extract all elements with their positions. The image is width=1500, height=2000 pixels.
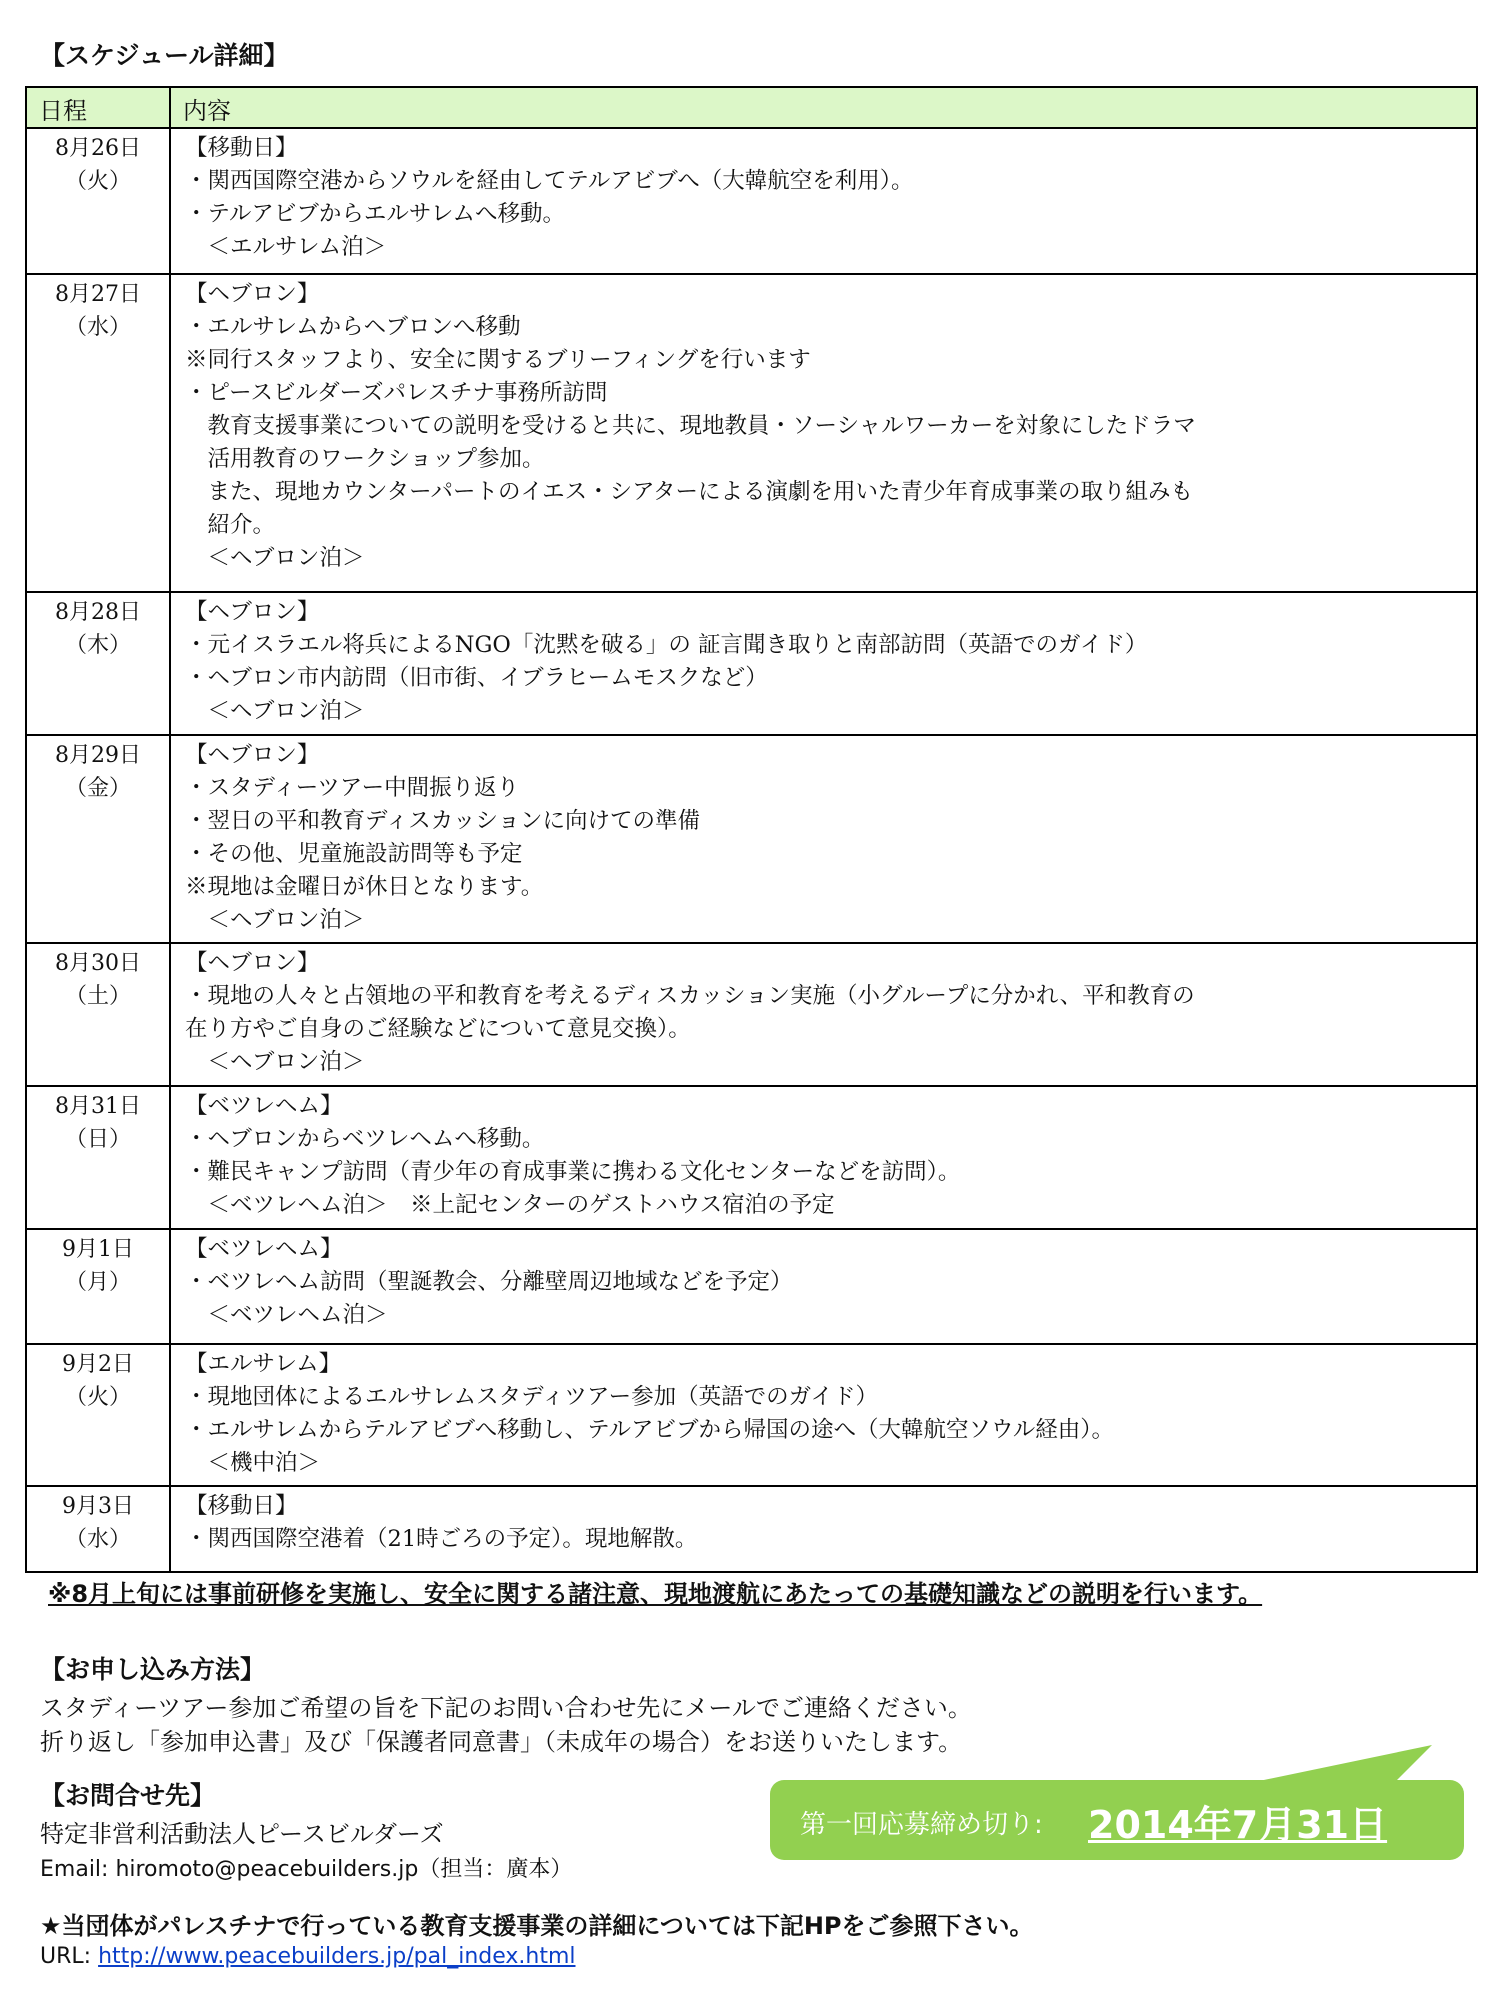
pre-training-note: ※8月上旬には事前研修を実施し、安全に関する諸注意、現地渡航にあたっての基礎知識などの説明を行います。 [48,1580,1263,1608]
schedule-content-line: ・ヘブロンからベツレヘムへ移動。 [185,1126,545,1152]
schedule-content-line: ・エルサレムからヘブロンへ移動 [185,314,521,340]
contact-heading: 【お問合せ先】 [40,1781,216,1810]
schedule-row [26,735,1477,943]
schedule-date: 8月31日 [55,1094,141,1119]
schedule-row [26,1486,1477,1572]
schedule-content-cell [170,943,1477,1086]
schedule-date-cell [26,128,170,274]
schedule-date-cell [26,1086,170,1229]
hp-link[interactable]: http://www.peacebuilders.jp/pal_index.html [98,1944,576,1969]
apply-heading: 【お申し込み方法】 [40,1655,266,1684]
contact-org: 特定非営利活動法人ピースビルダーズ [40,1820,444,1848]
schedule-row [26,592,1477,735]
schedule-content-line: 【ベツレヘム】 [185,1236,343,1262]
schedule-content-line: ＜ヘブロン泊＞ [185,545,365,571]
schedule-weekday: （水） [64,315,131,340]
schedule-content-line: ・ベツレヘム訪問（聖誕教会、分離壁周辺地域などを予定） [185,1269,793,1295]
section-title: 【スケジュール詳細】 [40,41,289,70]
schedule-date-cell [26,943,170,1086]
schedule-weekday: （土） [64,984,131,1009]
schedule-content-line: ・関西国際空港からソウルを経由してテルアビブへ（大韓航空を利用）。 [185,168,914,194]
schedule-content-cell [170,735,1477,943]
schedule-weekday: （火） [64,1385,131,1410]
schedule-date-cell [26,735,170,943]
schedule-content-line: 紹介。 [185,512,276,538]
table-header-row [26,87,1477,128]
schedule-table [25,86,1478,1573]
contact-email: Email: hiromoto@peacebuilders.jp（担当：廣本） [40,1857,573,1882]
schedule-date-cell [26,1229,170,1344]
schedule-content-line: ＜エルサレム泊＞ [185,234,387,260]
schedule-content-line: 【ヘブロン】 [185,742,320,768]
schedule-content-line: ＜ヘブロン泊＞ [185,698,365,724]
schedule-date: 8月26日 [55,136,141,161]
schedule-content-line: 在り方やご自身のご経験などについて意見交換）。 [185,1016,691,1042]
apply-line-2: 折り返し「参加申込書」及び「保護者同意書」（未成年の場合）をお送りいたします。 [40,1728,963,1756]
schedule-weekday: （火） [64,169,131,194]
schedule-content-line: 【ヘブロン】 [185,950,320,976]
schedule-content-line: ・エルサレムからテルアビブへ移動し、テルアビブから帰国の途へ（大韓航空ソウル経由）。 [185,1417,1115,1443]
schedule-content-line: ・翌日の平和教育ディスカッションに向けての準備 [185,808,701,834]
schedule-body [26,128,1477,1572]
hp-note: ★当団体がパレスチナで行っている教育支援事業の詳細については下記HPをご参照下さい。 [40,1912,1034,1940]
schedule-content-cell [170,274,1477,592]
schedule-content-line: 【エルサレム】 [185,1351,342,1377]
schedule-date: 8月28日 [55,600,141,625]
schedule-weekday: （金） [64,776,131,801]
schedule-content-line: ・現地の人々と占領地の平和教育を考えるディスカッション実施（小グループに分かれ、平和教育の [185,983,1195,1009]
schedule-date: 9月3日 [62,1494,134,1519]
schedule-content-line: ・関西国際空港着（21時ごろの予定）。現地解散。 [185,1526,698,1552]
schedule-weekday: （月） [64,1270,131,1295]
schedule-content-line: 【ヘブロン】 [185,281,320,307]
schedule-content-line: ・ピースビルダーズパレスチナ事務所訪問 [185,380,608,406]
schedule-content-line: ・スタディーツアー中間振り返り [185,775,520,801]
schedule-content-line: ・ヘブロン市内訪問（旧市街、イブラヒームモスクなど） [185,665,768,691]
schedule-date: 8月27日 [55,282,141,307]
schedule-content-cell [170,1229,1477,1344]
schedule-content-line: ＜ベツレヘム泊＞ [185,1302,388,1328]
schedule-content-line: 教育支援事業についての説明を受けると共に、現地教員・ソーシャルワーカーを対象にしたドラマ [185,413,1196,439]
apply-line-1: スタディーツアー参加ご希望の旨を下記のお問い合わせ先にメールでご連絡ください。 [40,1694,972,1722]
deadline-date: 2014年7月31日（木） [1088,1803,1388,1902]
schedule-content-line: ・難民キャンプ訪問（青少年の育成事業に携わる文化センターなどを訪問）。 [185,1159,961,1185]
schedule-content-cell [170,1086,1477,1229]
schedule-date: 9月1日 [62,1237,134,1262]
schedule-content-line: ・元イスラエル将兵によるNGO「沈黙を破る」の 証言聞き取りと南部訪問（英語でのガイド） [185,632,1148,658]
schedule-content-line: また、現地カウンターパートのイエス・シアターによる演劇を用いた青少年育成事業の取り組みも [185,479,1194,505]
schedule-weekday: （水） [64,1527,131,1552]
schedule-content-line: ＜ヘブロン泊＞ [185,1049,365,1075]
header-date: 日程 [26,87,170,128]
schedule-content-line: 【移動日】 [185,1493,298,1519]
url-line [40,1944,576,1969]
url-prefix: URL: [40,1944,99,1969]
schedule-content-line: ※現地は金曜日が休日となります。 [185,874,544,900]
schedule-content-line: 【ヘブロン】 [185,599,320,625]
schedule-weekday: （木） [64,633,131,658]
schedule-content-line: 【移動日】 [185,135,298,161]
schedule-row [26,1086,1477,1229]
schedule-row [26,274,1477,592]
schedule-content-line: ＜機中泊＞ [185,1450,321,1476]
schedule-content-cell [170,592,1477,735]
schedule-date: 9月2日 [62,1352,134,1377]
deadline-banner [770,1780,1464,1902]
schedule-weekday: （日） [64,1127,131,1152]
schedule-content-line: ・テルアビブからエルサレムへ移動。 [185,201,566,227]
schedule-content-line: 【ベツレヘム】 [185,1093,343,1119]
schedule-row [26,1344,1477,1486]
schedule-date: 8月30日 [55,951,141,976]
schedule-content-line: ＜ヘブロン泊＞ [185,907,365,933]
schedule-content-line: ＜ベツレヘム泊＞ ※上記センターのゲストハウス宿泊の予定 [185,1192,835,1218]
header-content: 内容 [170,87,1477,128]
schedule-content-line: 活用教育のワークショップ参加。 [185,446,545,472]
schedule-row [26,1229,1477,1344]
schedule-date-cell [26,1486,170,1572]
schedule-date-cell [26,1344,170,1486]
schedule-content-line: ・その他、児童施設訪問等も予定 [185,841,523,867]
schedule-content-line: ※同行スタッフより、安全に関するブリーフィングを行います [185,347,811,373]
schedule-row [26,128,1477,274]
schedule-row [26,943,1477,1086]
schedule-content-line: ・現地団体によるエルサレムスタディツアー参加（英語でのガイド） [185,1384,879,1410]
schedule-content-cell [170,128,1477,274]
schedule-content-cell [170,1344,1477,1486]
schedule-date: 8月29日 [55,743,141,768]
schedule-date-cell [26,592,170,735]
schedule-date-cell [26,274,170,592]
deadline-label: 第一回応募締め切り: [800,1810,1043,1840]
schedule-content-cell [170,1486,1477,1572]
